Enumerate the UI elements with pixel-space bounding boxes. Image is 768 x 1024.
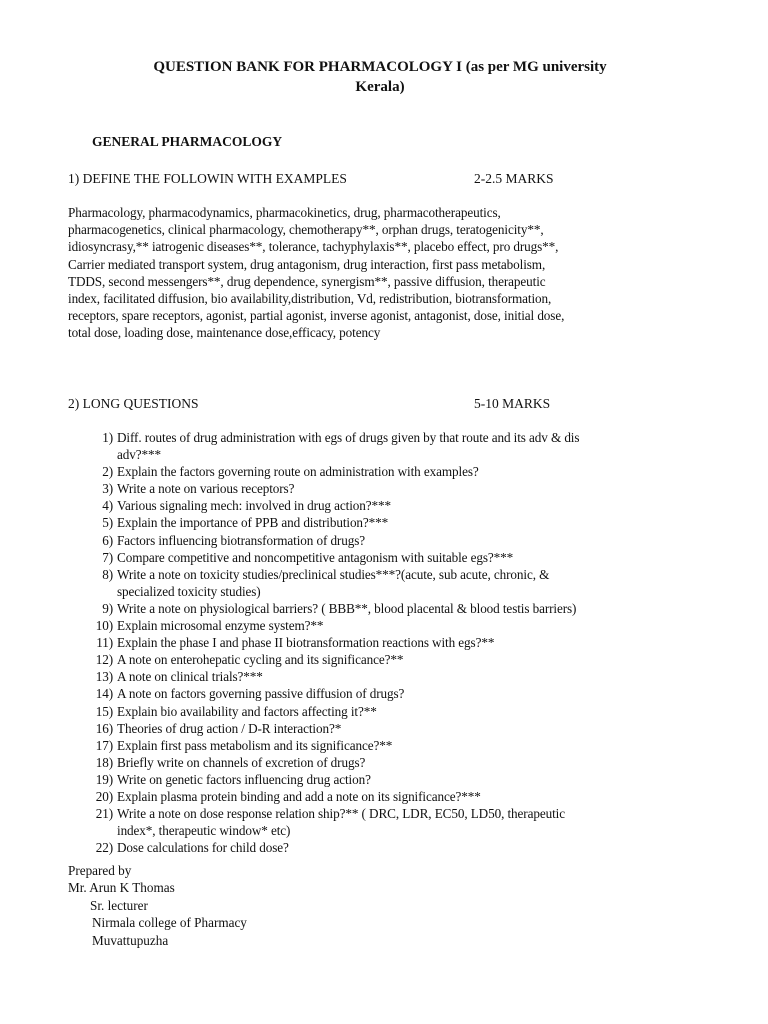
question-text: Explain first pass metabolism and its significance?** bbox=[117, 737, 393, 753]
question-item bbox=[68, 771, 688, 788]
question-number: 1) bbox=[102, 430, 113, 445]
question-text: Explain the factors governing route on administration with examples? bbox=[117, 464, 479, 480]
question-text: Write on genetic factors influencing drug action? bbox=[117, 771, 371, 787]
document-title-line2: Kerala) bbox=[355, 79, 405, 95]
question-text: Briefly write on channels of excretion of drugs? bbox=[117, 754, 366, 770]
question-number: 6) bbox=[102, 532, 113, 548]
question-list bbox=[68, 429, 688, 856]
definitions-line: TDDS, second messengers**, drug dependence, synergism**, passive diffusion, therapeutic bbox=[68, 273, 546, 289]
question-text: Dose calculations for child dose? bbox=[117, 840, 289, 856]
question-item bbox=[68, 805, 688, 839]
question-text: Explain the importance of PPB and distribution?*** bbox=[117, 515, 389, 531]
question-number: 20) bbox=[95, 788, 113, 804]
question-text-block bbox=[113, 634, 494, 651]
question-number: 13) bbox=[95, 669, 113, 685]
question-number: 3) bbox=[102, 481, 113, 497]
question-item bbox=[68, 685, 688, 702]
definitions-line: idiosyncrasy,** iatrogenic diseases**, tolerance, tachyphylaxis**, placebo effect, pro drugs**, bbox=[68, 239, 559, 255]
question-text-block bbox=[113, 720, 341, 737]
question-text-continued: index*, therapeutic window* etc) bbox=[117, 823, 291, 839]
section1-marks: 2-2.5 MARKS bbox=[474, 171, 554, 186]
question-item bbox=[68, 600, 688, 617]
question-text-block bbox=[113, 703, 377, 720]
question-text-block bbox=[113, 497, 391, 514]
question-text: Write a note on dose response relation ship?** ( DRC, LDR, EC50, LD50, therapeutic bbox=[117, 806, 565, 822]
question-item bbox=[68, 668, 688, 685]
question-number: 15) bbox=[95, 703, 113, 719]
question-text-block bbox=[113, 532, 365, 549]
question-number: 19) bbox=[95, 771, 113, 787]
question-number: 9) bbox=[102, 600, 113, 616]
question-number: 7) bbox=[102, 549, 113, 565]
question-text: Explain plasma protein binding and add a note on its significance?*** bbox=[117, 788, 481, 804]
definitions-line: index, facilitated diffusion, bio availability,distribution, Vd, redistribution, biotransformation, bbox=[68, 291, 552, 307]
question-item bbox=[68, 617, 688, 634]
question-number: 8) bbox=[102, 566, 113, 582]
question-text: Compare competitive and noncompetitive antagonism with suitable egs?*** bbox=[117, 549, 514, 565]
definitions-paragraph bbox=[68, 204, 658, 342]
question-text: Write a note on toxicity studies/preclinical studies***?(acute, sub acute, chronic, & bbox=[117, 566, 550, 582]
question-number: 16) bbox=[95, 720, 113, 736]
question-text-block bbox=[113, 514, 388, 531]
question-text-block bbox=[113, 805, 565, 839]
question-item bbox=[68, 651, 688, 668]
question-text: Explain bio availability and factors affecting it?** bbox=[117, 703, 377, 719]
question-item bbox=[68, 703, 688, 720]
author-title: Sr. lecturer bbox=[90, 897, 148, 913]
definitions-line: Carrier mediated transport system, drug antagonism, drug interaction, first pass metabolism, bbox=[68, 256, 546, 272]
definitions-line: total dose, loading dose, maintenance dose,efficacy, potency bbox=[68, 325, 381, 341]
question-text: Explain microsomal enzyme system?** bbox=[117, 618, 324, 634]
question-item bbox=[68, 737, 688, 754]
question-item bbox=[68, 634, 688, 651]
question-number: 21) bbox=[95, 806, 113, 822]
question-text-block bbox=[113, 463, 479, 480]
question-text: A note on enterohepatic cycling and its significance?** bbox=[117, 652, 404, 668]
question-text: Write a note on physiological barriers? ( BBB**, blood placental & blood testis barriers) bbox=[117, 600, 577, 616]
question-number: 11) bbox=[96, 635, 113, 651]
definitions-line: receptors, spare receptors, agonist, partial agonist, inverse agonist, antagonist, dose, initial dose, bbox=[68, 308, 565, 324]
section2-heading: 2) LONG QUESTIONS bbox=[68, 396, 199, 411]
question-text-block bbox=[113, 839, 289, 856]
question-number: 17) bbox=[95, 737, 113, 753]
question-text-block bbox=[113, 651, 403, 668]
question-number: 22) bbox=[95, 840, 113, 856]
prepared-by-block bbox=[68, 862, 247, 949]
question-text-block bbox=[113, 668, 263, 685]
question-text-block bbox=[113, 771, 371, 788]
question-item bbox=[68, 549, 688, 566]
question-text-continued: adv?*** bbox=[117, 447, 161, 463]
question-item bbox=[68, 497, 688, 514]
author-name: Mr. Arun K Thomas bbox=[68, 880, 175, 896]
question-text-block bbox=[113, 429, 579, 463]
question-number: 10) bbox=[95, 618, 113, 634]
question-number: 14) bbox=[95, 686, 113, 702]
section-title-general-pharmacology: GENERAL PHARMACOLOGY bbox=[92, 134, 283, 149]
question-item bbox=[68, 480, 688, 497]
section2-marks: 5-10 MARKS bbox=[474, 396, 551, 411]
author-institution: Nirmala college of Pharmacy bbox=[92, 915, 247, 931]
question-item bbox=[68, 788, 688, 805]
question-item bbox=[68, 754, 688, 771]
question-text-block bbox=[113, 788, 481, 805]
question-text: Theories of drug action / D-R interaction?* bbox=[117, 720, 342, 736]
question-text: Explain the phase I and phase II biotransformation reactions with egs?** bbox=[117, 635, 495, 651]
question-text: Diff. routes of drug administration with egs of drugs given by that route and its adv & dis bbox=[117, 430, 580, 445]
question-text-block bbox=[113, 617, 323, 634]
question-text-continued: specialized toxicity studies) bbox=[117, 583, 261, 599]
question-item bbox=[68, 532, 688, 549]
definitions-line: pharmacogenetics, clinical pharmacology, chemotherapy**, orphan drugs, teratogenicity**, bbox=[68, 222, 544, 238]
question-text-block bbox=[113, 480, 294, 497]
question-text-block bbox=[113, 549, 513, 566]
question-item bbox=[68, 514, 688, 531]
question-text-block bbox=[113, 685, 404, 702]
question-number: 12) bbox=[95, 652, 113, 668]
question-number: 2) bbox=[102, 464, 113, 480]
question-item bbox=[68, 429, 688, 463]
section1-heading: 1) DEFINE THE FOLLOWIN WITH EXAMPLES bbox=[68, 171, 347, 186]
question-text: Factors influencing biotransformation of drugs? bbox=[117, 532, 366, 548]
question-item bbox=[68, 566, 688, 600]
question-item bbox=[68, 463, 688, 480]
definitions-line: Pharmacology, pharmacodynamics, pharmacokinetics, drug, pharmacotherapeutics, bbox=[68, 205, 501, 220]
question-item bbox=[68, 839, 688, 856]
question-number: 5) bbox=[102, 515, 113, 531]
question-text: A note on factors governing passive diffusion of drugs? bbox=[117, 686, 405, 702]
question-item bbox=[68, 720, 688, 737]
question-text-block bbox=[113, 754, 365, 771]
question-number: 18) bbox=[95, 754, 113, 770]
question-text: A note on clinical trials?*** bbox=[117, 669, 263, 685]
question-text-block bbox=[113, 600, 576, 617]
question-text: Various signaling mech: involved in drug action?*** bbox=[117, 498, 391, 514]
author-location: Muvattupuzha bbox=[92, 932, 169, 948]
document-title: QUESTION BANK FOR PHARMACOLOGY I (as per MG university bbox=[153, 59, 607, 75]
question-text-block bbox=[113, 737, 392, 754]
question-number: 4) bbox=[102, 498, 113, 514]
question-text-block bbox=[113, 566, 549, 600]
prepared-by-label: Prepared by bbox=[68, 863, 132, 878]
question-text: Write a note on various receptors? bbox=[117, 481, 295, 497]
